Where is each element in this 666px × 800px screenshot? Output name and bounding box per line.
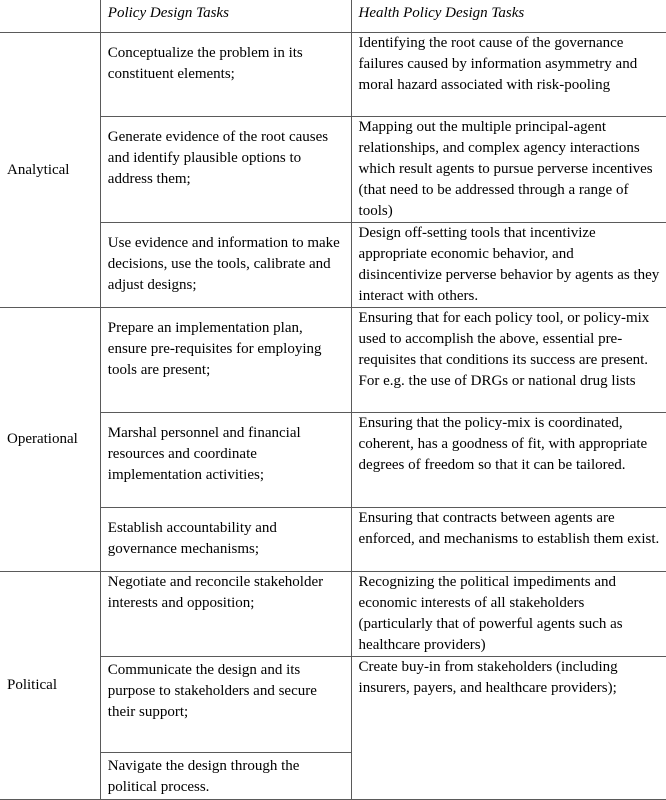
category-political: Political <box>0 572 100 800</box>
policy-task-cell: Navigate the design through the political process. <box>100 753 351 800</box>
policy-task-cell: Generate evidence of the root causes and identify plausible options to address them; <box>100 117 351 223</box>
table-row <box>0 508 666 572</box>
table-row <box>0 413 666 508</box>
policy-task-cell: Negotiate and reconcile stakeholder interests and opposition; <box>100 572 351 657</box>
health-task-cell: Ensuring that contracts between agents are enforced, and mechanisms to establish them exist. <box>351 508 666 572</box>
policy-task-cell: Marshal personnel and financial resources and coordinate implementation activities; <box>100 413 351 508</box>
health-task-cell: Mapping out the multiple principal-agent relationships, and complex agency interactions which result agents to pursue perverse incentives (that need to be addressed through a range of tools) <box>351 117 666 223</box>
header-health-policy-design-tasks: Health Policy Design Tasks <box>351 0 666 33</box>
policy-task-cell: Conceptualize the problem in its constituent elements; <box>100 33 351 117</box>
table-row <box>0 33 666 117</box>
policy-task-cell: Communicate the design and its purpose to stakeholders and secure their support; <box>100 657 351 753</box>
table-row <box>0 223 666 308</box>
header-row <box>0 0 666 33</box>
category-operational: Operational <box>0 308 100 572</box>
policy-task-cell: Prepare an implementation plan, ensure pre-requisites for employing tools are present; <box>100 308 351 413</box>
table-row <box>0 117 666 223</box>
health-task-cell: Design off-setting tools that incentivize appropriate economic behavior, and disincentivize perverse behavior by agents as they interact with others. <box>351 223 666 308</box>
header-category <box>0 0 100 33</box>
health-task-cell: Ensuring that for each policy tool, or policy-mix used to accomplish the above, essential pre-requisites that conditions its success are present. For e.g. the use of DRGs or national drug lists <box>351 308 666 413</box>
health-task-cell: Recognizing the political impediments and economic interests of all stakeholders (particularly that of powerful agents such as healthcare providers) <box>351 572 666 657</box>
health-task-cell: Identifying the root cause of the governance failures caused by information asymmetry and moral hazard associated with risk-pooling <box>351 33 666 117</box>
category-analytical: Analytical <box>0 33 100 308</box>
policy-task-cell: Use evidence and information to make decisions, use the tools, calibrate and adjust designs; <box>100 223 351 308</box>
table-row <box>0 657 666 753</box>
table-row <box>0 572 666 657</box>
health-task-cell: Ensuring that the policy-mix is coordinated, coherent, has a goodness of fit, with appropriate degrees of freedom so that it can be tailored. <box>351 413 666 508</box>
table-row <box>0 308 666 413</box>
health-task-cell: Create buy-in from stakeholders (including insurers, payers, and healthcare providers); <box>351 657 666 800</box>
header-policy-design-tasks: Policy Design Tasks <box>100 0 351 33</box>
policy-task-cell: Establish accountability and governance mechanisms; <box>100 508 351 572</box>
